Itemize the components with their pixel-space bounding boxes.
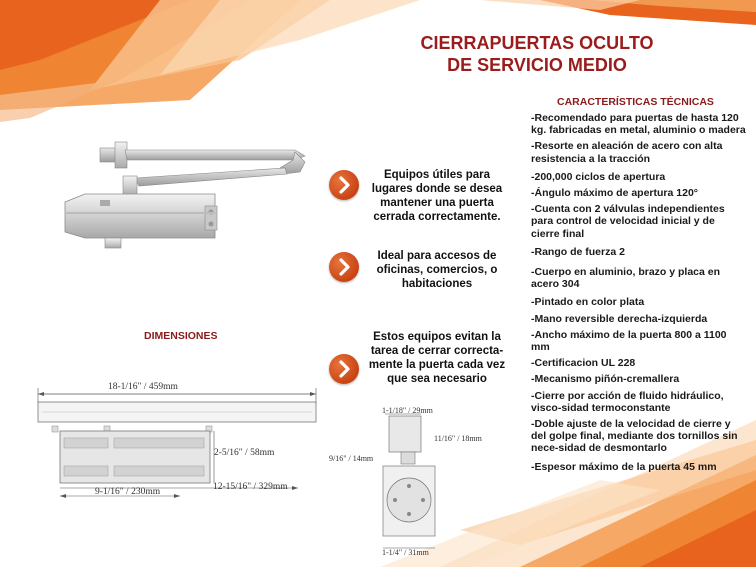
side-height-label: 11/16" / 18mm (434, 434, 482, 443)
spec-item: -Certificacion UL 228 (531, 357, 636, 370)
spec-item: -Ángulo máximo de apertura 120° (531, 187, 698, 200)
spec-item: -Ancho máximo de la puerta 800 a 1100 mm (531, 328, 727, 354)
spec-item: -Mano reversible derecha-izquierda (531, 312, 708, 325)
feature-text: Ideal para accesos de oficinas, comercios, o habitaciones (376, 250, 498, 290)
title-line-2: DE SERVICIO MEDIO (447, 55, 627, 75)
spec-item: -Recomendado para puertas de hasta 120 kg. fabricadas en metal, aluminio o madera (531, 112, 746, 137)
page-title (392, 32, 682, 76)
spec-item: -Rango de fuerza 2 (531, 245, 625, 258)
spec-item: -Resorte en aleación de acero con alta resistencia a la tracción (531, 140, 723, 165)
bottom-width-label: 1-1/4" / 31mm (382, 548, 429, 557)
body-length-label: 12-15/16" / 329mm (213, 482, 288, 492)
spec-item: -Cuerpo en aluminio, brazo y placa en acero 304 (531, 266, 721, 291)
overall-length-label: 18-1/16" / 459mm (108, 382, 178, 392)
feature-text: Equipos útiles para lugares donde se desea mantener una puerta cerrada correctamente. (371, 169, 503, 223)
spec-item: -Cuenta con 2 válvulas independientes para control de velocidad inicial y de cierre final (531, 203, 725, 240)
side-dimension-drawing (375, 410, 445, 560)
side-offset-label: 9/16" / 14mm (329, 454, 374, 463)
mount-length-label: 9-1/16" / 230mm (95, 487, 161, 497)
dimensions-heading: DIMENSIONES (144, 330, 218, 342)
spec-item: -Espesor máximo de la puerta 45 mm (531, 460, 717, 473)
door-closer-image (55, 120, 315, 270)
chevron-right-circle-icon (329, 354, 359, 384)
specs-list (531, 112, 746, 477)
spec-item: -Pintado en color plata (531, 296, 645, 309)
spec-item: -Mecanismo piñón-cremallera (531, 373, 680, 386)
specs-heading: CARACTERÍSTICAS TÉCNICAS (557, 96, 714, 108)
height-label: 2-5/16" / 58mm (214, 448, 275, 458)
spec-item: -Doble ajuste de la velocidad de cierre y del golpe final, mediante dos tornillos sin nece-sidad de desmontarlo (531, 418, 738, 455)
title-line-1: CIERRAPUERTAS OCULTO (420, 33, 654, 53)
chevron-right-circle-icon (329, 170, 359, 200)
spec-item: -200,000 ciclos de apertura (531, 170, 666, 183)
top-width-label: 1-1/18" / 29mm (382, 406, 433, 415)
spec-item: -Cierre por acción de fluido hidráulico, visco-sidad termoconstante (531, 389, 724, 414)
chevron-right-circle-icon (329, 252, 359, 282)
feature-text: Estos equipos evitan la tarea de cerrar correcta-mente la puerta cada vez que sea necesario (368, 331, 506, 385)
